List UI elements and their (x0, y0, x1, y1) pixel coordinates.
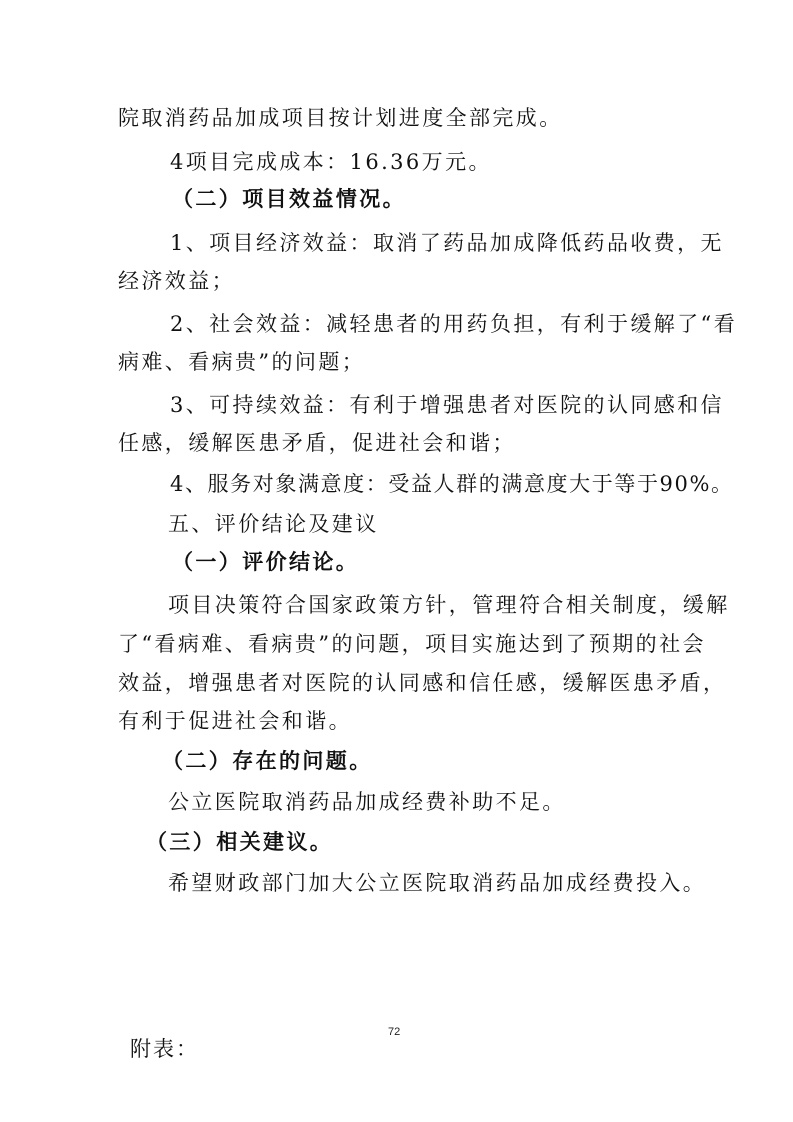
heading-related-suggestions: （三）相关建议。 (146, 830, 334, 854)
paragraph-satisfaction: 4、服务对象满意度：受益人群的满意度大于等于90%。 (170, 472, 734, 496)
paragraph-line-1: 院取消药品加成项目按计划进度全部完成。 (118, 106, 563, 130)
paragraph-economic-benefit-cont: 经济效益； (118, 269, 235, 293)
heading-existing-problems: （二）存在的问题。 (162, 749, 373, 773)
paragraph-social-benefit-cont: 病难、看病贵”的问题； (118, 350, 366, 374)
paragraph-suggestions: 希望财政部门加大公立医院取消药品加成经费投入。 (168, 871, 707, 895)
paragraph-conclusion-4: 有利于促进社会和谐。 (118, 709, 352, 733)
heading-evaluation-conclusion: （一）评价结论。 (172, 550, 360, 574)
attachment-label: 附表： (130, 1037, 199, 1061)
paragraph-conclusion-3: 效益，增强患者对医院的认同感和信任感，缓解医患矛盾， (118, 671, 727, 695)
paragraph-sustainable-benefit-cont: 任感，缓解医患矛盾，促进社会和谐； (118, 431, 516, 455)
paragraph-conclusion-2: 了“看病难、看病贵”的问题，项目实施达到了预期的社会 (118, 632, 706, 656)
paragraph-cost: 4项目完成成本：16.36万元。 (170, 150, 492, 174)
paragraph-sustainable-benefit: 3、可持续效益：有利于增强患者对医院的认同感和信 (170, 393, 724, 417)
heading-project-benefits: （二）项目效益情况。 (172, 187, 406, 211)
page-number: 72 (388, 1026, 401, 1038)
paragraph-conclusion-1: 项目决策符合国家政策方针，管理符合相关制度，缓解 (168, 593, 730, 617)
paragraph-problems: 公立医院取消药品加成经费补助不足。 (168, 790, 566, 814)
paragraph-social-benefit: 2、社会效益：减轻患者的用药负担，有利于缓解了“看 (170, 312, 738, 336)
heading-conclusion-suggestions: 五、评价结论及建议 (168, 512, 379, 536)
paragraph-economic-benefit: 1、项目经济效益：取消了药品加成降低药品收费，无 (170, 231, 724, 255)
